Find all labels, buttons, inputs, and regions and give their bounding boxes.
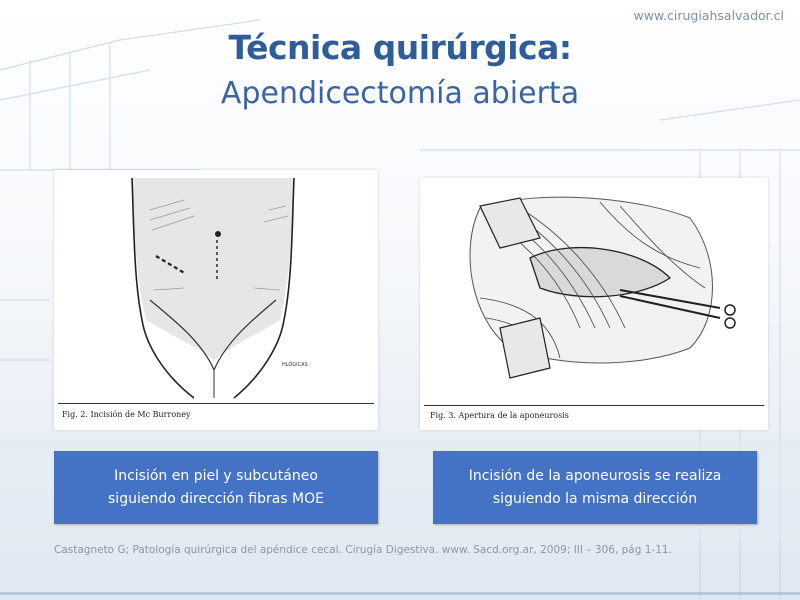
abdomen-drawing: [54, 170, 378, 430]
slide-title: [0, 26, 800, 114]
bottom-divider: [0, 592, 800, 595]
figure-mcburney-incision: [54, 170, 378, 430]
illustrator-signature: HLÓGICAS: [282, 362, 308, 368]
figure-rule: [424, 405, 764, 406]
figure-caption-left: Fig. 2. Incisión de Mc Burroney: [62, 410, 191, 419]
box-left-line-1: Incisión en piel y subcutáneo: [114, 467, 318, 484]
aponeurosis-drawing: [420, 178, 768, 430]
box-right-line-2: siguiendo la misma dirección: [492, 490, 698, 507]
title-line-1: Técnica quirúrgica:: [228, 28, 572, 67]
figure-caption-right: Fig. 3. Apertura de la aponeurosis: [430, 411, 569, 420]
site-url: www.cirugiahsalvador.cl: [633, 8, 784, 23]
title-line-2: Apendicectomía abierta: [220, 76, 580, 111]
citation: Castagneto G; Patología quirúrgica del apéndice cecal. Cirugía Digestiva. www. Sacd.org.ar, 2009; III – 306, pág 1-11.: [54, 544, 672, 556]
description-box-right: [433, 451, 757, 524]
figure-aponeurosis-opening: [420, 178, 768, 430]
box-left-line-2: siguiendo dirección fibras MOE: [108, 490, 324, 507]
description-box-left: [54, 451, 378, 524]
figure-rule: [58, 403, 374, 404]
box-right-line-1: Incisión de la aponeurosis se realiza: [468, 467, 722, 484]
